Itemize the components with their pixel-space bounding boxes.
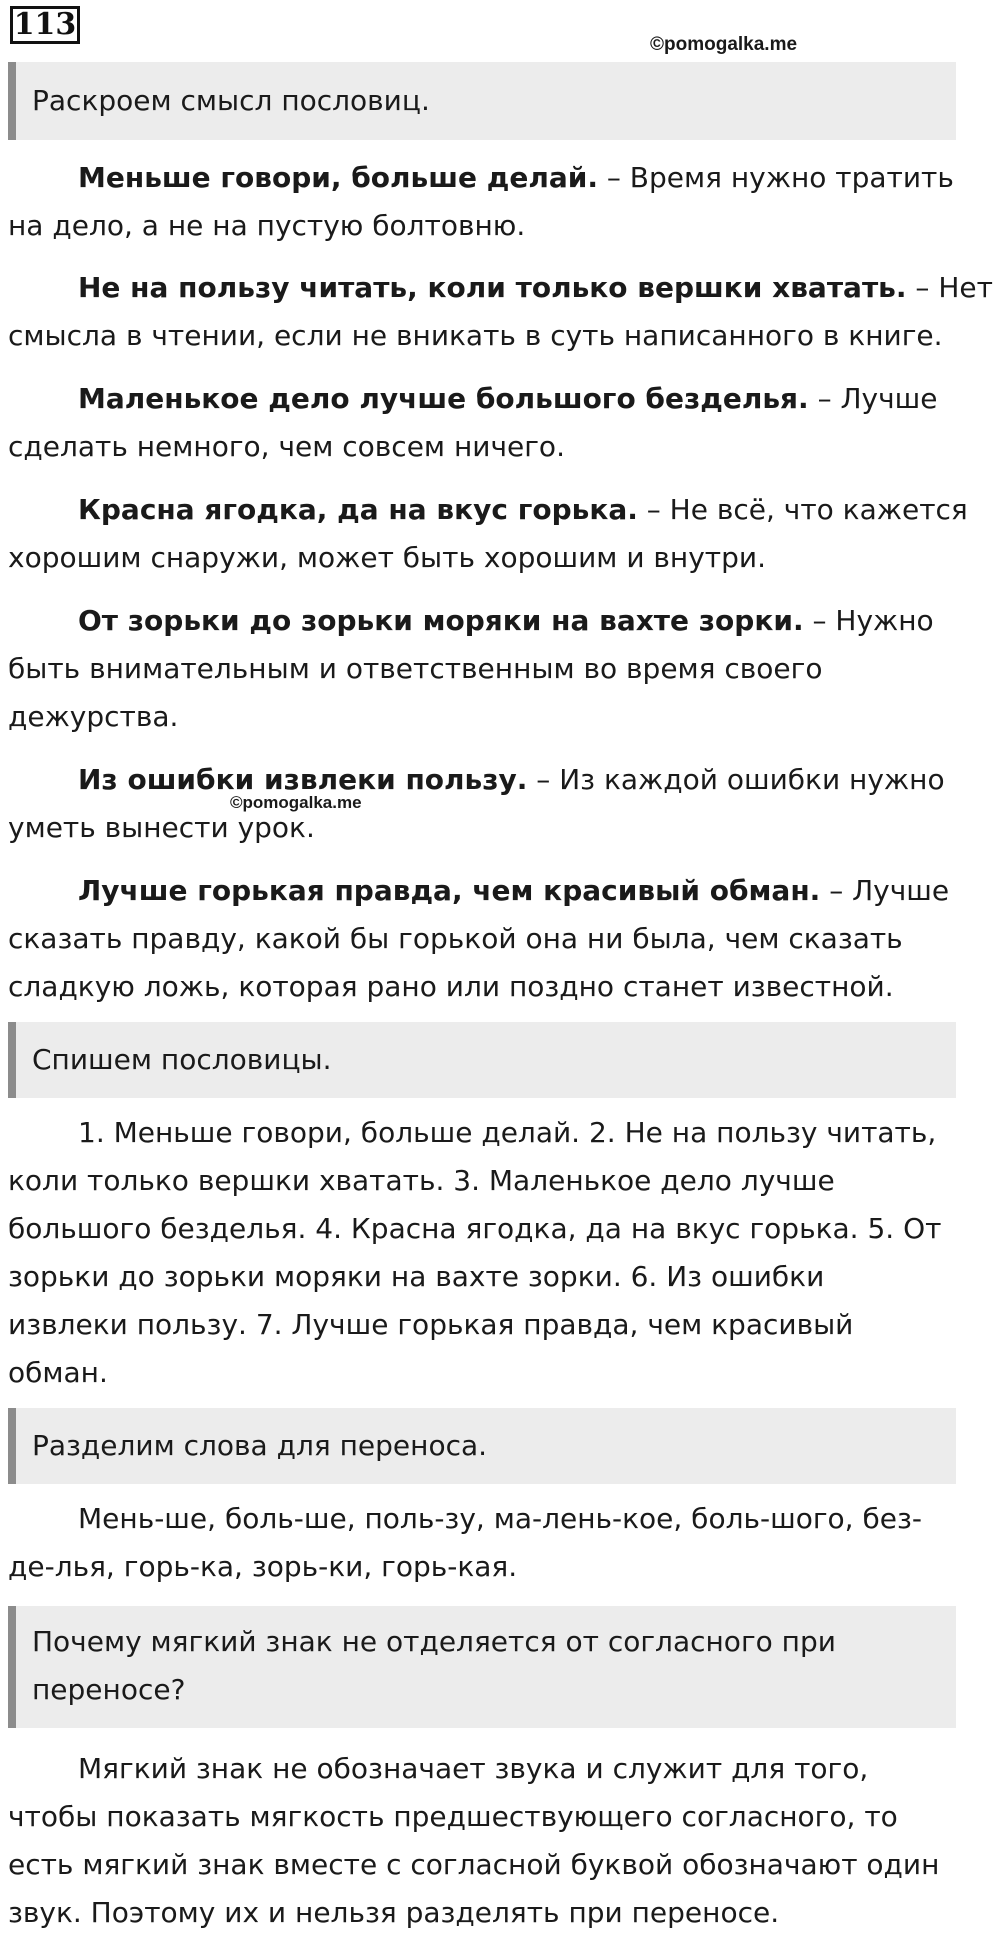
hyphenation-line: Мень-ше, боль-ше, поль-зу, ма-лень-кое, боль-шого, без-: [78, 1502, 922, 1535]
proverb-text: Из ошибки извлеки пользу.: [78, 763, 528, 796]
proverb-meaning-cont: смысла в чтении, если не вникать в суть написанного в книге.: [8, 319, 943, 352]
answer-line: чтобы показать мягкость предшествующего согласного, то: [8, 1800, 898, 1833]
section-title: Почему мягкий знак не отделяется от согласного при: [32, 1625, 836, 1658]
copy-line: 1. Меньше говори, больше делай. 2. Не на пользу читать,: [78, 1116, 937, 1149]
section-title: Раскроем смысл пословиц.: [32, 84, 430, 117]
proverb-meaning: – Из каждой ошибки нужно: [527, 763, 945, 796]
answer-line: звук. Поэтому их и нельзя разделять при переносе.: [8, 1896, 780, 1929]
answer-paragraph: [8, 1745, 954, 1937]
proverb-meaning: – Лучше: [808, 382, 938, 415]
copy-line: зорьки до зорьки моряки на вахте зорки. 6. Из ошибки: [8, 1260, 825, 1293]
proverb-meaning-cont: сделать немного, чем совсем ничего.: [8, 430, 565, 463]
proverb-paragraph-5: [8, 597, 954, 741]
watermark-mid: ©pomogalka.me: [230, 793, 362, 812]
section-title: Разделим слова для переноса.: [32, 1429, 488, 1462]
hyphenation-line: де-лья, горь-ка, зорь-ки, горь-кая.: [8, 1550, 518, 1583]
proverb-paragraph-2: [8, 264, 993, 360]
proverb-paragraph-3: [8, 375, 954, 471]
section-header-hyphenation: [8, 1408, 956, 1484]
proverb-meaning: – Время нужно тратить: [597, 161, 954, 194]
proverb-paragraph-6: [8, 756, 954, 852]
proverb-text: Лучше горькая правда, чем красивый обман.: [78, 874, 821, 907]
copy-line: обман.: [8, 1356, 108, 1389]
proverb-meaning-cont: сказать правду, какой бы горькой она ни была, чем сказать: [8, 922, 903, 955]
hyphenation-paragraph: [8, 1495, 954, 1591]
proverb-text: Маленькое дело лучше большого безделья.: [78, 382, 809, 415]
proverb-meaning-cont: дежурства.: [8, 700, 179, 733]
proverb-paragraph-7: [8, 867, 954, 1011]
proverb-meaning-cont: уметь вынести урок.: [8, 811, 315, 844]
section-title: переносе?: [32, 1673, 186, 1706]
proverb-text: Меньше говори, больше делай.: [78, 161, 598, 194]
copy-line: большого безделья. 4. Красна ягодка, да на вкус горька. 5. От: [8, 1212, 942, 1245]
answer-line: Мягкий знак не обозначает звука и служит для того,: [78, 1752, 869, 1785]
proverb-text: От зорьки до зорьки моряки на вахте зорки.: [78, 604, 804, 637]
section-title: Спишем пословицы.: [32, 1043, 332, 1076]
proverb-meaning-cont: на дело, а не на пустую болтовню.: [8, 209, 526, 242]
proverb-meaning: – Не всё, что кажется: [637, 493, 968, 526]
proverb-paragraph-1: [8, 154, 954, 250]
task-number-box: 113: [10, 6, 80, 44]
answer-line: есть мягкий знак вместе с согласной буквой обозначают один: [8, 1848, 940, 1881]
copy-line: коли только вершки хватать. 3. Маленькое дело лучше: [8, 1164, 835, 1197]
section-header-meaning: [8, 62, 956, 140]
proverb-meaning-cont: сладкую ложь, которая рано или поздно станет известной.: [8, 970, 894, 1003]
proverb-meaning: – Нужно: [803, 604, 934, 637]
copied-proverbs-paragraph: [8, 1109, 954, 1397]
proverb-text: Красна ягодка, да на вкус горька.: [78, 493, 638, 526]
section-header-copy: [8, 1022, 956, 1098]
proverb-meaning: – Лучше: [820, 874, 950, 907]
watermark-top: ©pomogalka.me: [650, 34, 798, 55]
proverb-meaning-cont: хорошим снаружи, может быть хорошим и внутри.: [8, 541, 766, 574]
proverb-meaning: – Нет: [906, 271, 993, 304]
section-header-question: [8, 1606, 956, 1728]
proverb-paragraph-4: [8, 486, 968, 582]
proverb-text: Не на пользу читать, коли только вершки хватать.: [78, 271, 907, 304]
copy-line: извлеки пользу. 7. Лучше горькая правда, чем красивый: [8, 1308, 854, 1341]
proverb-meaning-cont: быть внимательным и ответственным во время своего: [8, 652, 823, 685]
